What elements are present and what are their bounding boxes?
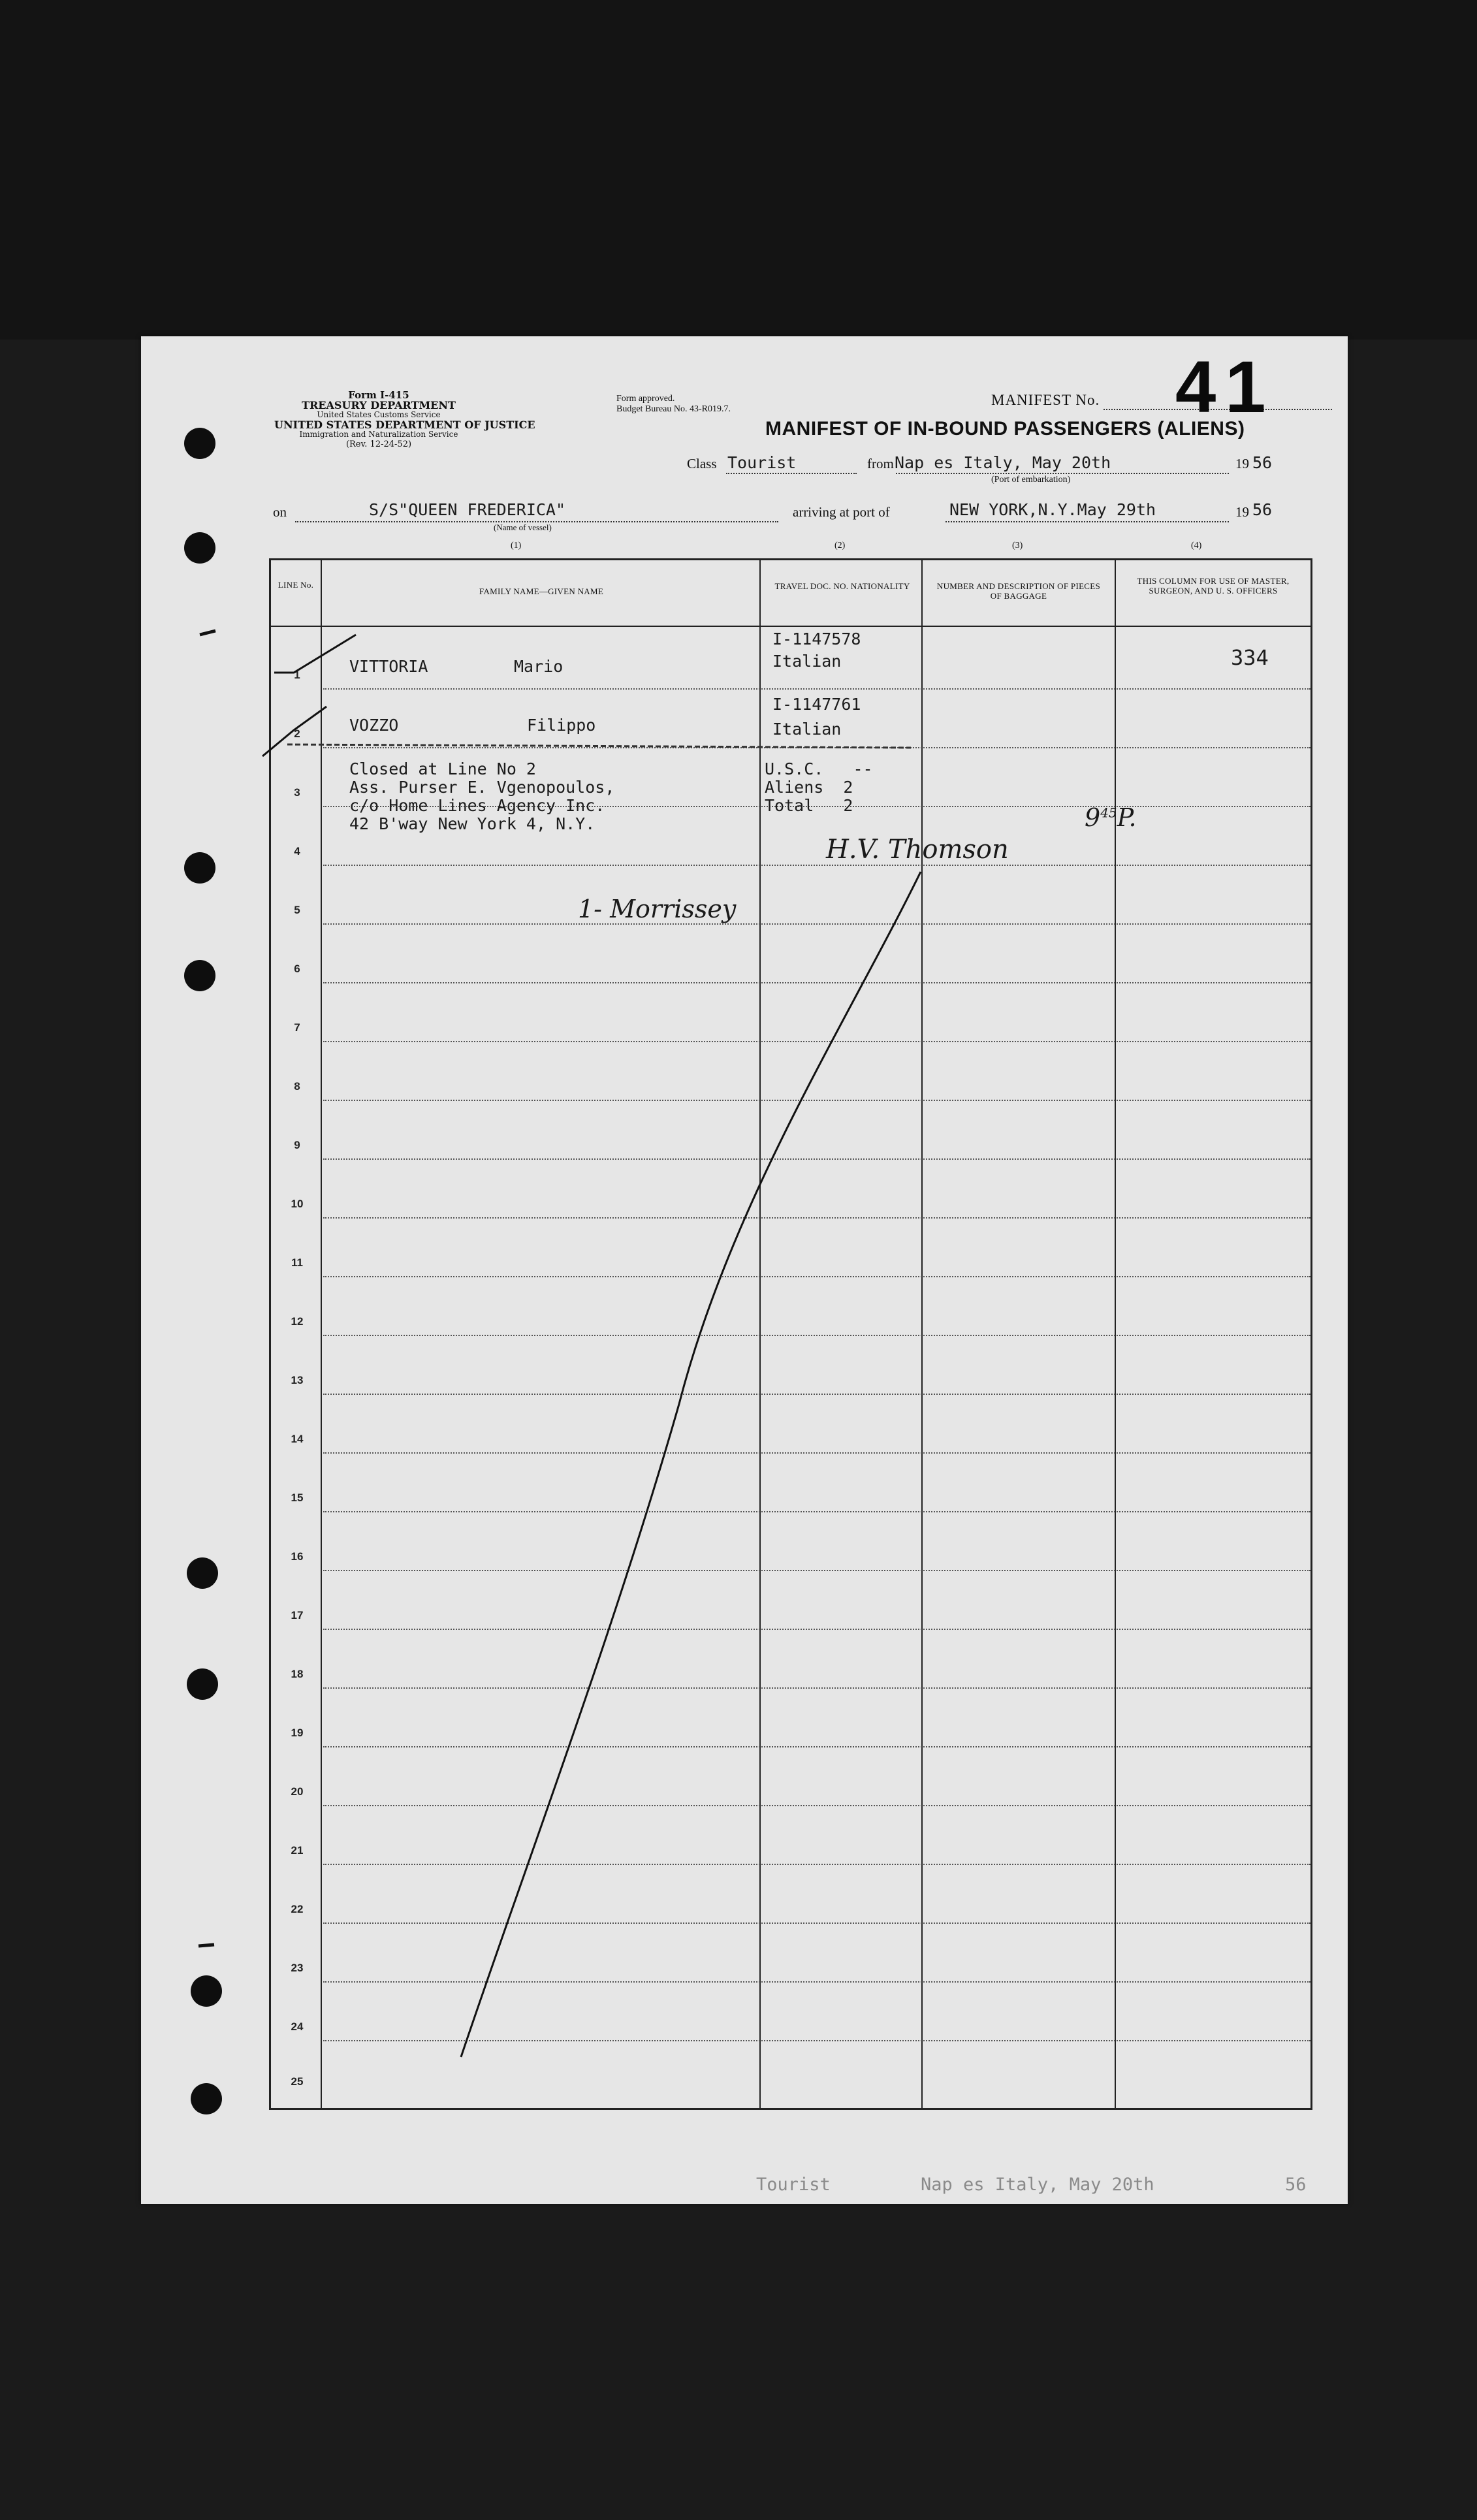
row1-given-name: Mario: [514, 657, 564, 676]
line-number: 7: [294, 1021, 300, 1034]
line-number: 6: [294, 963, 300, 975]
handwritten-mark-number: 9: [1085, 803, 1101, 832]
col-num-3: (3): [1012, 541, 1023, 550]
line-number: 9: [294, 1139, 300, 1151]
row-line: [323, 982, 1310, 983]
handwritten-mark: [1085, 803, 1137, 832]
header-baggage: NUMBER AND DESCRIPTION OF PIECES OF BAGGAGE: [936, 581, 1101, 601]
row-line: [323, 1041, 1310, 1042]
punch-hole: [191, 1975, 222, 2007]
row2-given-name: Filippo: [527, 716, 596, 735]
revision-date: (Rev. 12-24-52): [345, 439, 412, 449]
line-number: 14: [291, 1433, 304, 1445]
punch-hole: [191, 2083, 222, 2114]
header-name: FAMILY NAME—GIVEN NAME: [479, 586, 604, 596]
row-line: [323, 2040, 1310, 2041]
class-line: [726, 473, 857, 474]
arrival-year: 56: [1252, 500, 1273, 519]
header-line-no: LINE No.: [278, 580, 314, 590]
header-officers: THIS COLUMN FOR USE OF MASTER, SURGEON, AND U. S. OFFICERS: [1137, 576, 1290, 596]
row-line: [323, 1335, 1310, 1336]
totals-block: [765, 760, 873, 815]
form-approved: Form approved.: [616, 394, 675, 404]
punch-hole: [187, 1557, 218, 1589]
line-number: 13: [291, 1374, 304, 1386]
closing-line-2: Ass. Purser E. Vgenopoulos,: [349, 778, 615, 797]
row-line: [323, 1511, 1310, 1512]
on-label: on: [273, 504, 287, 520]
form-number: Form I-415: [348, 389, 409, 401]
row-line: [323, 1570, 1310, 1571]
line-number: 11: [291, 1256, 303, 1269]
treasury-dept: TREASURY DEPARTMENT: [302, 399, 456, 411]
line-number: 21: [291, 1844, 304, 1857]
row1-travel-doc: I-1147578: [772, 630, 861, 648]
class-label: Class: [687, 456, 717, 471]
punch-hole: [184, 532, 215, 564]
col-divider: [1115, 560, 1116, 2108]
row-line: [323, 1687, 1310, 1689]
line-number: 22: [291, 1903, 304, 1915]
col-num-4: (4): [1191, 541, 1202, 550]
punch-hole: [184, 428, 215, 459]
passenger-table: [269, 558, 1312, 2110]
punch-hole: [184, 852, 215, 884]
header-travel-doc: TRAVEL DOC. NO. NATIONALITY: [774, 581, 910, 591]
line-number: 3: [294, 786, 300, 799]
row-line: [323, 1981, 1310, 1983]
row-line: [323, 865, 1310, 866]
row1-family-name: VITTORIA: [349, 657, 428, 676]
from-year: 56: [1252, 453, 1273, 472]
line-number: 10: [291, 1198, 304, 1210]
col-divider: [921, 560, 923, 2108]
punch-hole: [187, 1668, 218, 1700]
port-caption: (Port of embarkation): [991, 475, 1071, 485]
total-value: 2: [843, 796, 853, 815]
line-number: 5: [294, 904, 300, 916]
arriving-label: arriving at port of: [793, 504, 890, 520]
punch-hole: [184, 960, 215, 991]
form-approval: [616, 394, 731, 415]
row2-travel-doc: I-1147761: [772, 695, 861, 714]
row2-nationality: Italian: [772, 720, 842, 739]
arrival-line: [945, 521, 1229, 522]
vessel-caption: (Name of vessel): [494, 522, 552, 532]
line-number: 4: [294, 845, 300, 857]
signature-thomson: H.V. Thomson: [826, 835, 1009, 865]
row1-officer-note: 334: [1231, 645, 1269, 670]
justice-dept: UNITED STATES DEPARTMENT OF JUSTICE: [274, 419, 535, 431]
handwritten-mark-initial: P.: [1117, 803, 1137, 832]
line-number: 15: [291, 1491, 304, 1504]
from-value: Nap es Italy, May 20th: [895, 453, 1111, 472]
header-divider: [271, 626, 1310, 627]
row-line: [323, 1276, 1310, 1277]
from-year-prefix: 19: [1235, 456, 1249, 471]
line-number: 18: [291, 1668, 304, 1680]
row-line: [323, 688, 1310, 690]
row-line: [323, 1805, 1310, 1806]
closing-line-4: 42 B'way New York 4, N.Y.: [349, 814, 596, 833]
manifest-number: 41: [1175, 346, 1275, 428]
closing-line-1: Closed at Line No 2: [349, 759, 536, 778]
line-number: 12: [291, 1315, 304, 1328]
line-number: 1: [294, 669, 300, 681]
row-line: [323, 1746, 1310, 1747]
vessel-name: S/S"QUEEN FREDERICA": [369, 500, 566, 519]
arrival-port: NEW YORK,N.Y.May 29th: [949, 500, 1156, 519]
usc-label: U.S.C.: [765, 759, 824, 778]
strip-from: Nap es Italy, May 20th: [921, 2175, 1154, 2195]
manifest-title: MANIFEST OF IN-BOUND PASSENGERS (ALIENS): [765, 418, 1245, 439]
closing-note: [349, 760, 614, 833]
row-line: [323, 1629, 1310, 1630]
manifest-no-label: MANIFEST No.: [991, 392, 1100, 408]
line-number: 25: [291, 2075, 304, 2088]
col-divider: [759, 560, 761, 2108]
from-label: from: [867, 456, 894, 471]
row-line: [323, 923, 1310, 925]
arrival-year-prefix: 19: [1235, 504, 1249, 520]
class-value: Tourist: [727, 453, 797, 472]
row-line: [323, 1452, 1310, 1454]
from-line: [896, 473, 1229, 474]
row-line: [323, 1100, 1310, 1101]
row-line: [323, 1158, 1310, 1160]
aliens-value: 2: [843, 778, 853, 797]
col-num-1: (1): [511, 541, 522, 550]
row1-nationality: Italian: [772, 652, 842, 671]
line-number: 16: [291, 1550, 304, 1563]
customs-service: United States Customs Service: [317, 410, 441, 419]
line-number: 8: [294, 1080, 300, 1093]
usc-value: --: [853, 759, 873, 778]
line-number: 17: [291, 1609, 304, 1621]
line-number: 20: [291, 1785, 304, 1798]
row-line: [323, 747, 1310, 748]
col-num-2: (2): [834, 541, 846, 550]
ins-service: Immigration and Naturalization Service: [299, 430, 458, 439]
form-header-left: [274, 389, 535, 449]
strip-year: 56: [1285, 2175, 1307, 2195]
row-line: [323, 1217, 1310, 1219]
row2-family-name: VOZZO: [349, 716, 399, 735]
line-number: 23: [291, 1962, 304, 1974]
scan-background: [0, 0, 1477, 340]
total-label: Total: [765, 796, 814, 815]
row-line: [323, 1922, 1310, 1924]
line-number: 2: [294, 727, 300, 740]
aliens-label: Aliens: [765, 778, 824, 797]
row-line: [323, 1864, 1310, 1865]
strip-class: Tourist: [756, 2175, 831, 2195]
signature-morrissey: 1- Morrissey: [578, 895, 737, 923]
closing-line-3: c/o Home Lines Agency Inc.: [349, 796, 605, 815]
line-number: 24: [291, 2020, 304, 2033]
row-line: [323, 1394, 1310, 1395]
line-number: 19: [291, 1727, 304, 1739]
handwritten-mark-superscript: 45: [1100, 805, 1117, 821]
budget-bureau: Budget Bureau No. 43-R019.7.: [616, 404, 731, 414]
